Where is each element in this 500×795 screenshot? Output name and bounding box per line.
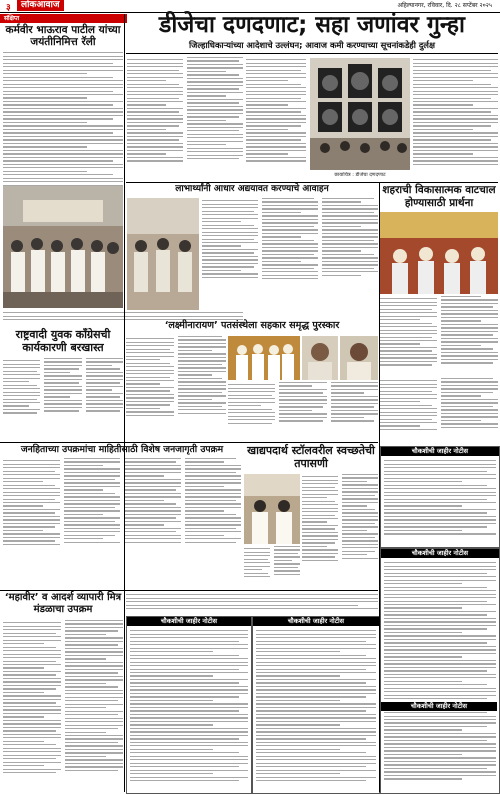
labharthi-photo: [127, 198, 199, 310]
khadya-headline: खाद्यपदार्थ स्टॉलवरील स्वच्छतेची तपासणी: [247, 444, 375, 470]
janahita-body: [3, 458, 241, 588]
khadya-photo: [244, 474, 300, 544]
portrait-photo: [302, 336, 338, 380]
mahavir-body: [3, 620, 123, 792]
dj-photo-caption: छायाचित्र : डीजेचा दणदणाट: [334, 172, 386, 178]
dj-speaker-photo: [310, 58, 410, 170]
laxminarayan-award-photo: [228, 336, 300, 380]
public-notice-1: [380, 446, 500, 548]
labharthi-body: [202, 198, 378, 310]
page-number: ३: [6, 3, 11, 13]
karmaveer-headline: कर्मवीर भाऊराव पाटील यांच्या जयंतीनिमित्त रॅली: [5, 24, 121, 48]
dj-subhead: जिल्हाधिकाऱ्यांच्या आदेशाचे उल्लंघन; आवाज कमी करण्याच्या सूचनांकडेही दुर्लक्ष: [189, 40, 435, 50]
rashtravadi-body: [3, 358, 123, 440]
dj-body-mid: [246, 57, 306, 177]
laxminarayan-body-left: [126, 336, 226, 440]
khadya-body: [302, 474, 378, 588]
section-label: संक्षिप्त: [0, 14, 127, 23]
laxminarayan-body-right: [228, 382, 378, 440]
notice-heading: चौकशीची जाहीर नोटीस: [127, 617, 251, 626]
notice-heading: चौकशीची जाहीर नोटीस: [381, 549, 499, 558]
shahar-body-2: [380, 378, 498, 444]
dateline: अहिल्यानगर, रविवार, दि. २८ सप्टेंबर २०२५: [397, 2, 492, 9]
mahavir-headline: ‘महावीर’ व आदर्श व्यापारी मित्र मंडळाचा उपक्रम: [4, 592, 122, 615]
notice-heading: चौकशीची जाहीर नोटीस: [381, 447, 499, 456]
labharthi-headline: लाभार्थ्यांनी आधार अद्ययावत करण्याचे आवाहन: [175, 184, 329, 194]
newspaper-brand: लोकआवाज: [17, 0, 64, 11]
public-notice-4: [252, 616, 380, 794]
janahita-headline: जनहिताच्या उपक्रमांचा माहितीसाठी विशेष जनजागृती उपक्रम: [20, 444, 224, 455]
rashtravadi-headline: राष्ट्रवादी युवक काँग्रेसची कार्यकारणी बरखास्त: [15, 328, 111, 354]
shahar-headline: शहराची विकासात्मक वाटचाल होण्यासाठी प्रार्थना: [382, 184, 496, 209]
rally-photo: [3, 186, 123, 308]
public-notice-2: [380, 548, 500, 794]
notice-heading: चौकशीची जाहीर नोटीस: [253, 617, 379, 626]
dj-body-right: [413, 57, 498, 179]
dj-body-left: [127, 57, 243, 179]
portrait-photo-2: [340, 336, 378, 380]
public-notice-3: [126, 616, 252, 794]
shahar-body: [380, 296, 498, 376]
dj-headline: डीजेचा दणदणाट; सहा जणांवर गुन्हा: [159, 12, 465, 38]
khadya-body-2: [244, 546, 300, 588]
small-notice-block: [126, 592, 378, 614]
laxminarayan-headline: ‘लक्ष्मीनारायण’ पतसंस्थेला सहकार समृद्ध पुरस्कार: [164, 320, 340, 331]
shahar-photo: [380, 212, 498, 294]
notice-heading-5: चौकशीची जाहीर नोटीस: [381, 702, 497, 711]
